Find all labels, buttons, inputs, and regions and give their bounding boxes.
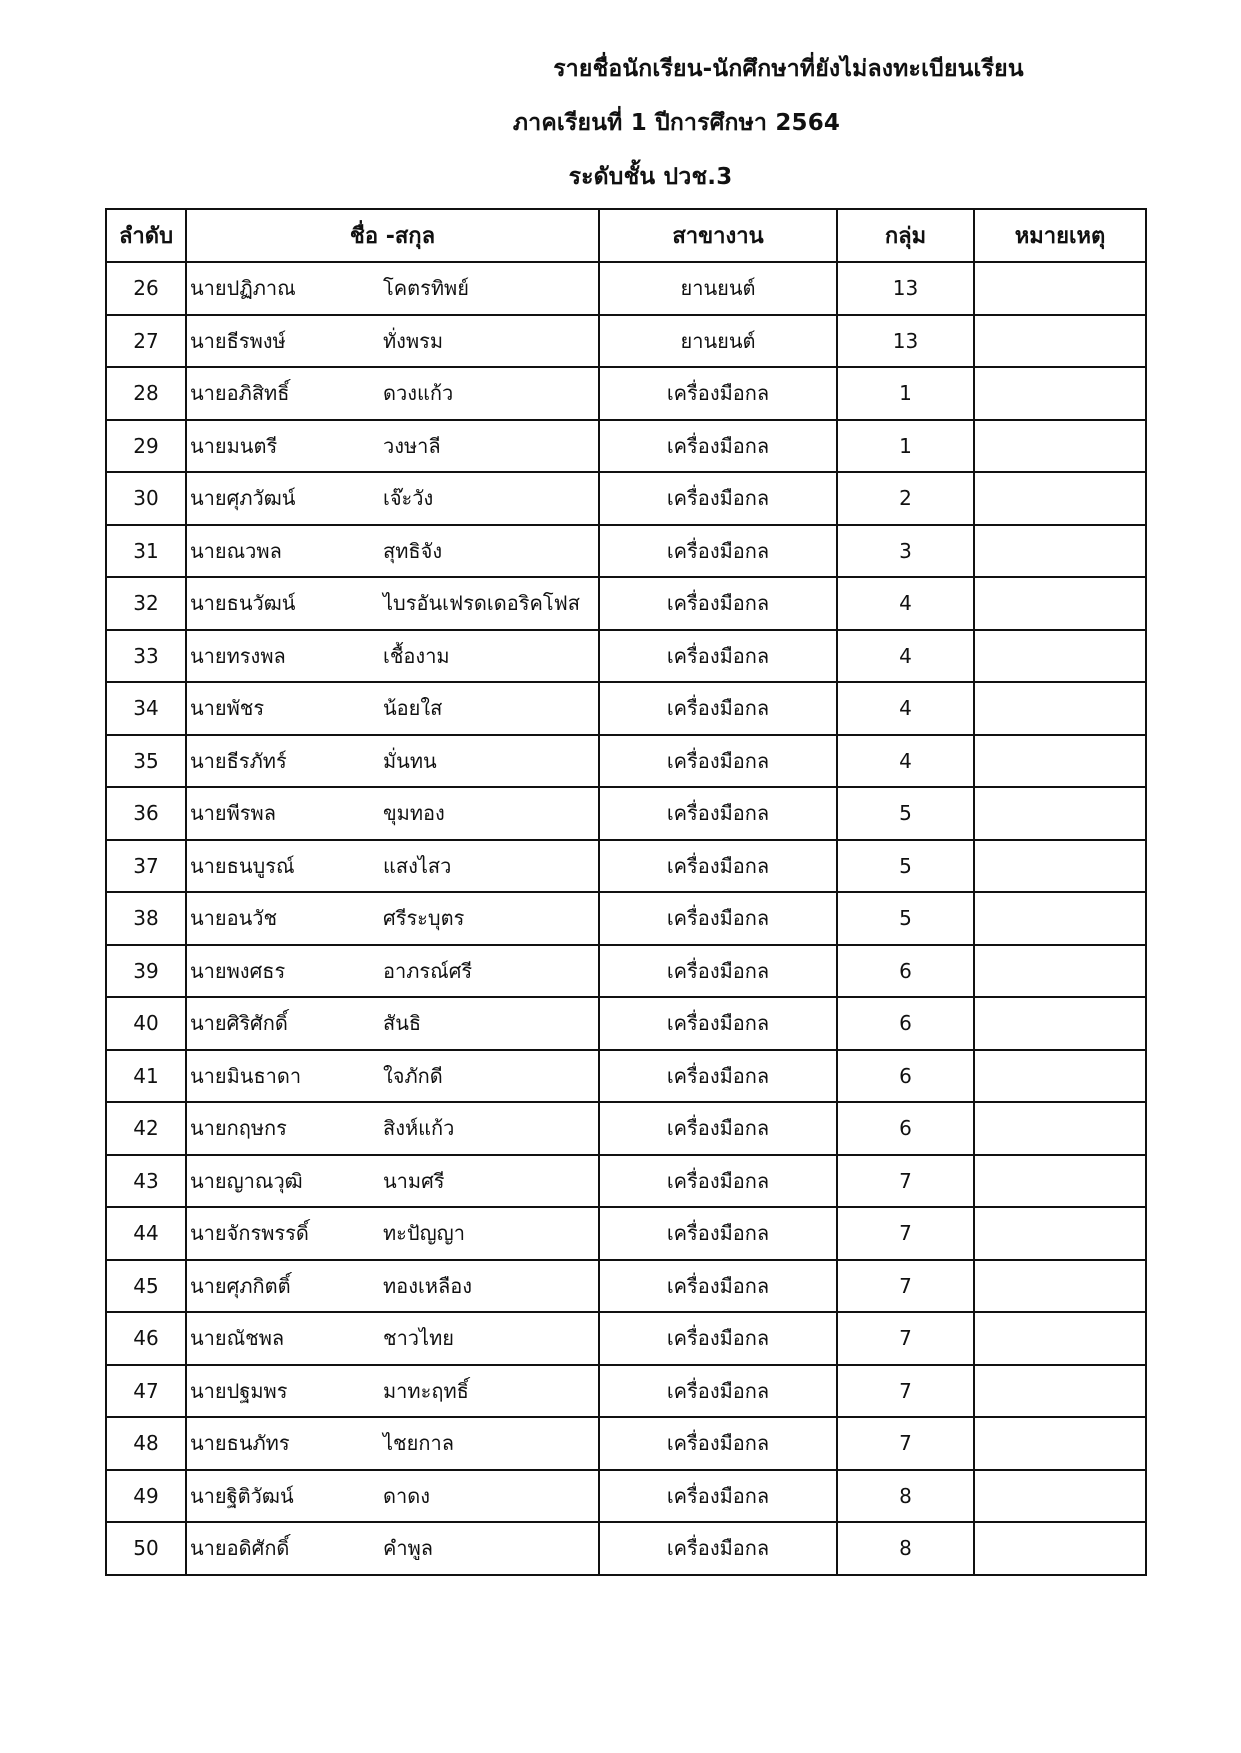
cell-remarks (974, 945, 1146, 998)
cell-remarks (974, 1470, 1146, 1523)
first-name: นายศิริศักดิ์ (190, 1011, 288, 1036)
cell-name (186, 630, 599, 683)
cell-remarks (974, 525, 1146, 578)
cell-name (186, 1207, 599, 1260)
cell-order: 48 (106, 1417, 186, 1470)
first-name: นายมนตรี (190, 433, 278, 458)
cell-remarks (974, 1207, 1146, 1260)
cell-department: เครื่องมือกล (599, 1470, 837, 1523)
cell-department: เครื่องมือกล (599, 945, 837, 998)
cell-remarks (974, 420, 1146, 473)
last-name: ไชยกาล (383, 1431, 454, 1456)
cell-remarks (974, 1312, 1146, 1365)
cell-order: 31 (106, 525, 186, 578)
table-row (106, 1417, 1146, 1470)
cell-group: 4 (837, 630, 974, 683)
first-name: นายกฤษกร (190, 1116, 287, 1141)
cell-group: 6 (837, 1050, 974, 1103)
cell-remarks (974, 577, 1146, 630)
cell-remarks (974, 1365, 1146, 1418)
first-name: นายธีรพงษ์ (190, 328, 286, 353)
cell-remarks (974, 682, 1146, 735)
cell-group: 4 (837, 577, 974, 630)
table-row (106, 997, 1146, 1050)
last-name: ไบรอันเฟรดเดอริคโฟส (383, 591, 580, 616)
cell-department: เครื่องมือกล (599, 577, 837, 630)
cell-group: 1 (837, 367, 974, 420)
cell-remarks (974, 840, 1146, 893)
cell-order: 35 (106, 735, 186, 788)
cell-remarks (974, 315, 1146, 368)
first-name: นายพีรพล (190, 801, 276, 826)
first-name: นายปฏิภาณ (190, 276, 296, 301)
cell-name (186, 997, 599, 1050)
cell-order: 37 (106, 840, 186, 893)
cell-remarks (974, 1050, 1146, 1103)
level-subtitle: ระดับชั้น ปวช.3 (568, 164, 733, 190)
header-remarks: หมายเหตุ (974, 209, 1146, 262)
table-row (106, 892, 1146, 945)
cell-remarks (974, 787, 1146, 840)
cell-department: เครื่องมือกล (599, 630, 837, 683)
cell-department: ยานยนต์ (599, 262, 837, 315)
cell-department: เครื่องมือกล (599, 787, 837, 840)
cell-group: 4 (837, 735, 974, 788)
cell-order: 45 (106, 1260, 186, 1313)
first-name: นายปฐมพร (190, 1378, 288, 1403)
cell-department: เครื่องมือกล (599, 1050, 837, 1103)
header-department: สาขางาน (599, 209, 837, 262)
cell-remarks (974, 262, 1146, 315)
first-name: นายธนบูรณ์ (190, 853, 295, 878)
last-name: สุทธิจัง (383, 538, 443, 563)
cell-group: 5 (837, 787, 974, 840)
cell-group: 5 (837, 892, 974, 945)
cell-remarks (974, 367, 1146, 420)
cell-order: 44 (106, 1207, 186, 1260)
cell-name (186, 787, 599, 840)
cell-department: เครื่องมือกล (599, 1312, 837, 1365)
table-header-row (106, 209, 1146, 262)
first-name: นายธีรภัทร์ (190, 748, 287, 773)
cell-name (186, 735, 599, 788)
cell-order: 33 (106, 630, 186, 683)
cell-name (186, 1155, 599, 1208)
cell-group: 8 (837, 1522, 974, 1575)
cell-remarks (974, 472, 1146, 525)
last-name: มาทะฤทธิ์ (383, 1378, 469, 1403)
table-row (106, 262, 1146, 315)
cell-name (186, 577, 599, 630)
cell-department: เครื่องมือกล (599, 997, 837, 1050)
last-name: เจ๊ะวัง (383, 486, 434, 511)
cell-department: ยานยนต์ (599, 315, 837, 368)
last-name: ทองเหลือง (383, 1273, 473, 1298)
header-name: ชื่อ -สกุล (186, 209, 599, 262)
last-name: โคตรทิพย์ (383, 276, 469, 301)
cell-order: 28 (106, 367, 186, 420)
cell-order: 50 (106, 1522, 186, 1575)
last-name: คำพูล (383, 1536, 434, 1561)
table-row (106, 420, 1146, 473)
table-row (106, 315, 1146, 368)
cell-remarks (974, 892, 1146, 945)
last-name: ทั่งพรม (383, 328, 444, 353)
cell-group: 8 (837, 1470, 974, 1523)
cell-name (186, 892, 599, 945)
table-row (106, 1470, 1146, 1523)
document-title: รายชื่อนักเรียน-นักศึกษาที่ยังไม่ลงทะเบียนเรียน (553, 56, 1024, 82)
last-name: ดวงแก้ว (383, 381, 454, 406)
cell-name (186, 420, 599, 473)
student-roster-table (105, 208, 1147, 1576)
last-name: ทะปัญญา (383, 1221, 465, 1246)
first-name: นายณัชพล (190, 1326, 285, 1351)
first-name: นายธนวัฒน์ (190, 591, 296, 616)
cell-order: 40 (106, 997, 186, 1050)
table-row (106, 945, 1146, 998)
last-name: มั่นทน (383, 748, 437, 773)
cell-group: 5 (837, 840, 974, 893)
cell-order: 43 (106, 1155, 186, 1208)
cell-name (186, 1522, 599, 1575)
last-name: สันธิ (383, 1011, 422, 1036)
cell-name (186, 262, 599, 315)
cell-department: เครื่องมือกล (599, 525, 837, 578)
last-name: ศรีระบุตร (383, 906, 465, 931)
cell-name (186, 1050, 599, 1103)
first-name: นายฐิติวัฒน์ (190, 1483, 294, 1508)
table-row (106, 1312, 1146, 1365)
table-row (106, 1050, 1146, 1103)
first-name: นายศุภกิตติ์ (190, 1273, 291, 1298)
last-name: ชาวไทย (383, 1326, 454, 1351)
table-row (106, 525, 1146, 578)
header-order: ลำดับ (106, 209, 186, 262)
cell-name (186, 945, 599, 998)
cell-group: 1 (837, 420, 974, 473)
cell-group: 7 (837, 1417, 974, 1470)
cell-remarks (974, 997, 1146, 1050)
cell-department: เครื่องมือกล (599, 1522, 837, 1575)
cell-department: เครื่องมือกล (599, 1365, 837, 1418)
cell-group: 3 (837, 525, 974, 578)
table-row (106, 682, 1146, 735)
first-name: นายศุภวัฒน์ (190, 486, 296, 511)
cell-order: 46 (106, 1312, 186, 1365)
cell-order: 34 (106, 682, 186, 735)
cell-order: 49 (106, 1470, 186, 1523)
cell-group: 13 (837, 262, 974, 315)
cell-department: เครื่องมือกล (599, 1155, 837, 1208)
cell-group: 2 (837, 472, 974, 525)
cell-group: 6 (837, 1102, 974, 1155)
cell-order: 36 (106, 787, 186, 840)
cell-name (186, 1312, 599, 1365)
first-name: นายญาณวุฒิ (190, 1168, 303, 1193)
cell-group: 7 (837, 1365, 974, 1418)
table-row (106, 367, 1146, 420)
cell-name (186, 1470, 599, 1523)
table-row (106, 840, 1146, 893)
cell-group: 13 (837, 315, 974, 368)
cell-name (186, 682, 599, 735)
first-name: นายพงศธร (190, 958, 286, 983)
cell-department: เครื่องมือกล (599, 735, 837, 788)
cell-name (186, 367, 599, 420)
table-row (106, 1102, 1146, 1155)
cell-remarks (974, 1522, 1146, 1575)
cell-department: เครื่องมือกล (599, 1260, 837, 1313)
cell-group: 7 (837, 1207, 974, 1260)
cell-order: 41 (106, 1050, 186, 1103)
cell-remarks (974, 1417, 1146, 1470)
first-name: นายจักรพรรดิ์ (190, 1221, 309, 1246)
cell-name (186, 315, 599, 368)
cell-department: เครื่องมือกล (599, 472, 837, 525)
cell-name (186, 1260, 599, 1313)
semester-subtitle: ภาคเรียนที่ 1 ปีการศึกษา 2564 (512, 110, 841, 136)
cell-department: เครื่องมือกล (599, 1102, 837, 1155)
cell-name (186, 525, 599, 578)
table-row (106, 630, 1146, 683)
cell-order: 32 (106, 577, 186, 630)
cell-order: 27 (106, 315, 186, 368)
cell-order: 26 (106, 262, 186, 315)
cell-department: เครื่องมือกล (599, 892, 837, 945)
cell-order: 39 (106, 945, 186, 998)
cell-department: เครื่องมือกล (599, 1207, 837, 1260)
last-name: เชื้องาม (383, 643, 450, 668)
last-name: น้อยใส (383, 696, 443, 721)
cell-order: 30 (106, 472, 186, 525)
cell-order: 29 (106, 420, 186, 473)
table-row (106, 472, 1146, 525)
table-row (106, 1365, 1146, 1418)
first-name: นายอดิศักดิ์ (190, 1536, 290, 1561)
first-name: นายพัชร (190, 696, 265, 721)
table-row (106, 1522, 1146, 1575)
cell-name (186, 472, 599, 525)
cell-order: 38 (106, 892, 186, 945)
cell-remarks (974, 1260, 1146, 1313)
first-name: นายณวพล (190, 538, 282, 563)
last-name: ใจภักดี (383, 1063, 443, 1088)
cell-group: 7 (837, 1155, 974, 1208)
first-name: นายธนภัทร (190, 1431, 290, 1456)
cell-remarks (974, 1155, 1146, 1208)
cell-name (186, 840, 599, 893)
cell-group: 6 (837, 997, 974, 1050)
cell-department: เครื่องมือกล (599, 840, 837, 893)
cell-department: เครื่องมือกล (599, 420, 837, 473)
cell-remarks (974, 630, 1146, 683)
first-name: นายอภิสิทธิ์ (190, 381, 290, 406)
table-row (106, 577, 1146, 630)
cell-order: 42 (106, 1102, 186, 1155)
cell-department: เครื่องมือกล (599, 1417, 837, 1470)
table-row (106, 1207, 1146, 1260)
header-group: กลุ่ม (837, 209, 974, 262)
cell-department: เครื่องมือกล (599, 367, 837, 420)
last-name: วงษาลี (383, 433, 441, 458)
last-name: ดาดง (383, 1483, 430, 1508)
last-name: อาภรณ์ศรี (383, 958, 473, 983)
last-name: สิงห์แก้ว (383, 1116, 455, 1141)
table-body (106, 262, 1146, 1575)
table-row (106, 787, 1146, 840)
cell-group: 4 (837, 682, 974, 735)
cell-remarks (974, 735, 1146, 788)
cell-group: 7 (837, 1312, 974, 1365)
cell-name (186, 1365, 599, 1418)
last-name: นามศรี (383, 1168, 445, 1193)
last-name: แสงไสว (383, 853, 452, 878)
last-name: ขุมทอง (383, 801, 445, 826)
table-row (106, 1155, 1146, 1208)
cell-group: 6 (837, 945, 974, 998)
first-name: นายอนวัช (190, 906, 278, 931)
table-row (106, 735, 1146, 788)
cell-remarks (974, 1102, 1146, 1155)
first-name: นายทรงพล (190, 643, 286, 668)
cell-name (186, 1102, 599, 1155)
cell-order: 47 (106, 1365, 186, 1418)
first-name: นายมินธาดา (190, 1063, 302, 1088)
cell-name (186, 1417, 599, 1470)
cell-department: เครื่องมือกล (599, 682, 837, 735)
cell-group: 7 (837, 1260, 974, 1313)
table-row (106, 1260, 1146, 1313)
